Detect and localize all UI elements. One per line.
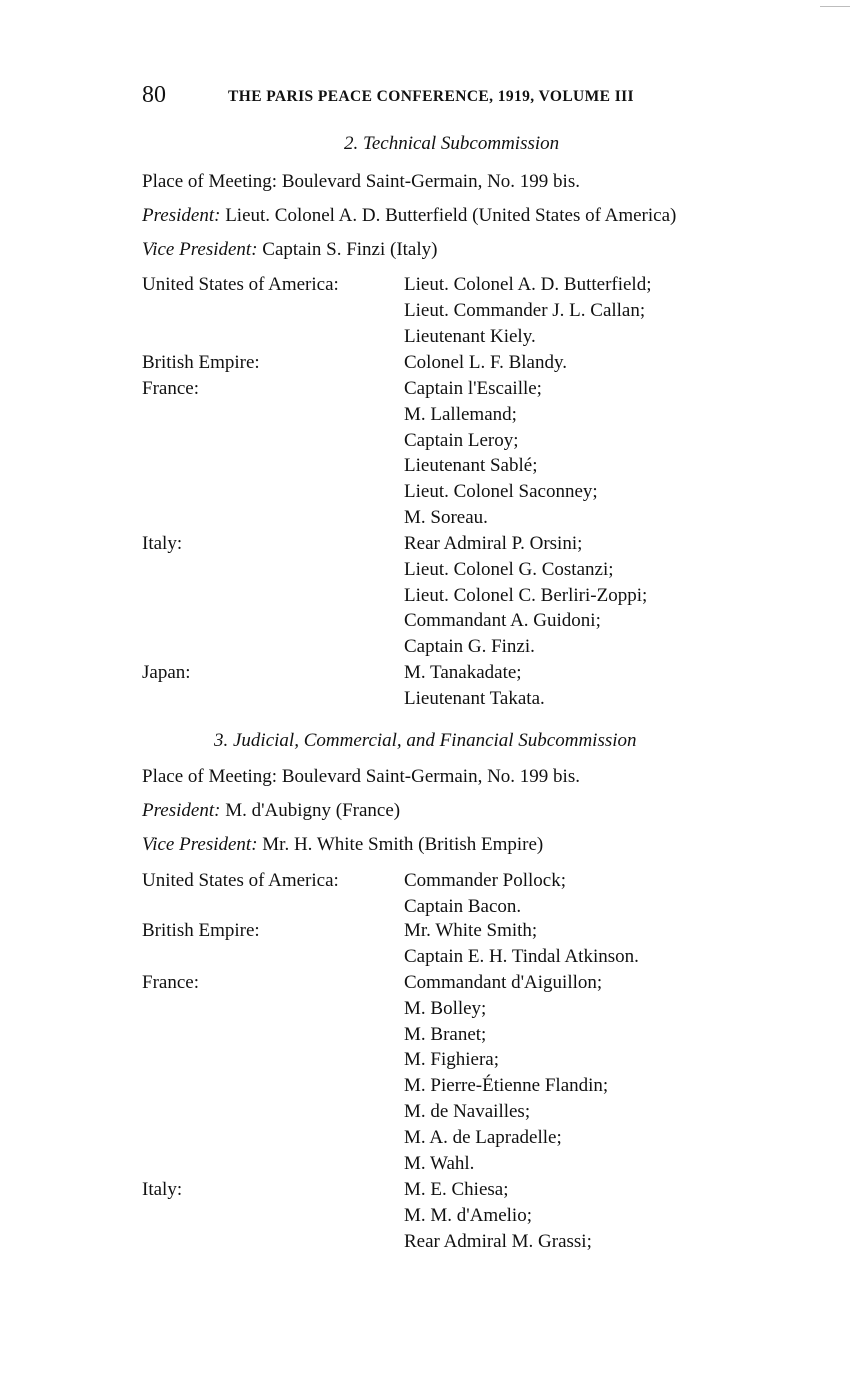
president-name: Lieut. Colonel A. D. Butterfield (United States of America) — [225, 205, 677, 226]
section-heading: 3. Judicial, Commercial, and Financial Subcommission — [214, 730, 637, 751]
member: Lieut. Colonel G. Costanzi; — [404, 558, 614, 580]
president-name: M. d'Aubigny (France) — [225, 800, 401, 821]
member: Rear Admiral M. Grassi; — [404, 1230, 592, 1252]
member: Commander Pollock; — [404, 870, 567, 891]
member: Commandant d'Aiguillon; — [404, 972, 603, 993]
delegation-members — [404, 350, 567, 376]
member: Captain G. Finzi. — [404, 636, 535, 658]
member: Lieut. Colonel A. D. Butterfield; — [404, 274, 652, 295]
delegation-country: Italy: — [142, 533, 183, 554]
vice-president-name: Captain S. Finzi (Italy) — [262, 239, 438, 260]
delegation-members — [404, 1177, 592, 1254]
member: M. Bolley; — [404, 997, 487, 1019]
vice-president-label: Vice President: — [142, 239, 258, 260]
delegation-country: British Empire: — [142, 352, 260, 373]
delegation-country: Italy: — [142, 1179, 183, 1200]
member: Lieutenant Sablé; — [404, 455, 538, 477]
delegation-country: United States of America: — [142, 870, 339, 891]
running-title: THE PARIS PEACE CONFERENCE, 1919, VOLUME III — [228, 88, 634, 105]
president-label: President: — [142, 205, 221, 226]
delegation-members — [404, 868, 566, 920]
member: Captain E. H. Tindal Atkinson. — [404, 945, 639, 967]
member: M. de Navailles; — [404, 1100, 531, 1122]
delegation-country: Japan: — [142, 662, 191, 683]
member: M. Pierre-Étienne Flandin; — [404, 1075, 609, 1097]
member: Commandant A. Guidoni; — [404, 610, 601, 632]
member: Captain Bacon. — [404, 895, 522, 917]
vice-president-line — [142, 834, 543, 856]
delegation-members — [404, 660, 545, 712]
member: M. A. de Lapradelle; — [404, 1126, 562, 1148]
delegation-country: France: — [142, 972, 199, 993]
member: Rear Admiral P. Orsini; — [404, 533, 583, 554]
page-number: 80 — [142, 82, 166, 108]
vice-president-line — [142, 239, 437, 261]
member: Colonel L. F. Blandy. — [404, 352, 567, 373]
delegation-members — [404, 970, 608, 1176]
member: Lieut. Colonel Saconney; — [404, 481, 598, 503]
member: Lieutenant Kiely. — [404, 325, 536, 347]
member: Mr. White Smith; — [404, 920, 538, 941]
place-of-meeting: Place of Meeting: Boulevard Saint-Germain, No. 199 bis. — [142, 766, 580, 787]
member: M. E. Chiesa; — [404, 1179, 509, 1200]
member: M. Fighiera; — [404, 1049, 499, 1071]
member: M. Soreau. — [404, 506, 488, 528]
place-of-meeting: Place of Meeting: Boulevard Saint-Germain, No. 199 bis. — [142, 171, 580, 192]
president-label: President: — [142, 800, 221, 821]
member: M. M. d'Amelio; — [404, 1204, 532, 1226]
delegation-country: France: — [142, 378, 199, 399]
section-heading: 2. Technical Subcommission — [344, 133, 560, 154]
vice-president-label: Vice President: — [142, 834, 258, 855]
delegation-members — [404, 918, 639, 970]
member: M. Wahl. — [404, 1152, 475, 1174]
delegation-country: United States of America: — [142, 274, 339, 295]
member: Lieut. Colonel C. Berliri-Zoppi; — [404, 584, 648, 606]
member: Lieutenant Takata. — [404, 687, 545, 709]
president-line — [142, 800, 400, 822]
delegation-country: British Empire: — [142, 920, 260, 941]
page-header — [142, 82, 742, 112]
president-line — [142, 205, 676, 227]
member: Lieut. Commander J. L. Callan; — [404, 299, 646, 321]
member: M. Lallemand; — [404, 403, 517, 425]
delegation-members — [404, 531, 647, 660]
delegation-members — [404, 376, 598, 531]
member: Captain Leroy; — [404, 429, 519, 451]
member: M. Tanakadate; — [404, 662, 522, 683]
member: Captain l'Escaille; — [404, 378, 542, 399]
vice-president-name: Mr. H. White Smith (British Empire) — [262, 834, 544, 855]
member: M. Branet; — [404, 1023, 487, 1045]
delegation-members — [404, 272, 652, 349]
